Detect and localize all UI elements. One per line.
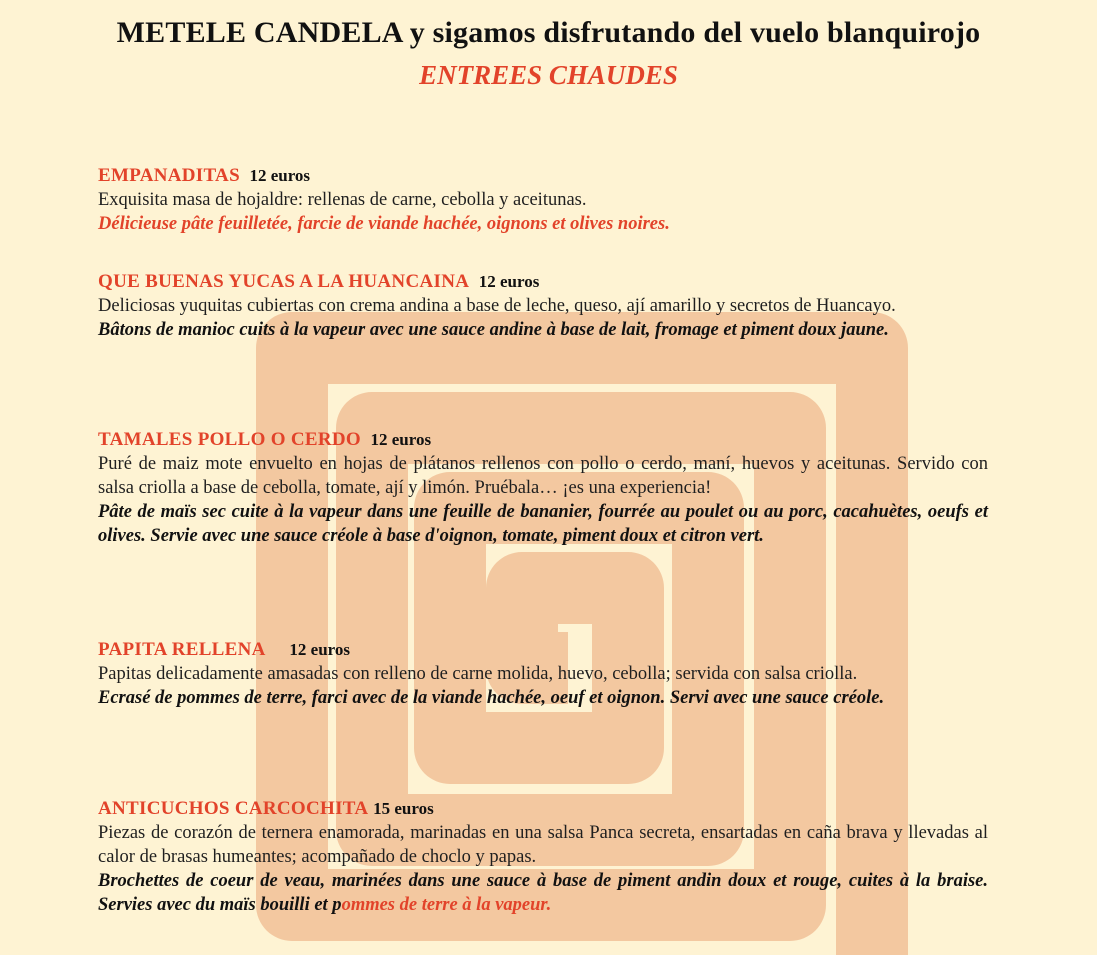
dish-tamales: [98, 428, 988, 548]
dish-name: PAPITA RELLENA: [98, 639, 266, 660]
dish-yucas-huancaina: [98, 270, 988, 342]
dish-header: [98, 428, 988, 452]
dish-header: [98, 797, 988, 821]
dish-header: [98, 270, 988, 294]
dish-description-fr-highlight: ommes de terre à la vapeur.: [341, 895, 552, 915]
dish-description-es: Puré de maiz mote envuelto en hojas de plátanos rellenos con pollo o cerdo, maní, huevos y aceitunas. Servido con salsa criolla a base de cebolla, tomate, ají y limón. Pruébala… ¡es una experiencia!: [98, 454, 988, 498]
dish-description-fr: Bâtons de manioc cuits à la vapeur avec une sauce andine à base de lait, fromage et piment doux jaune.: [98, 320, 889, 340]
dish-price: 12 euros: [289, 640, 351, 659]
dish-price: 12 euros: [478, 272, 540, 291]
dish-name: EMPANADITAS: [98, 165, 240, 186]
dish-description-fr: Délicieuse pâte feuilletée, farcie de viande hachée, oignons et olives noires.: [98, 214, 670, 234]
dish-description-fr: [98, 869, 988, 917]
page-subtitle: ENTREES CHAUDES: [419, 60, 678, 90]
dish-empanaditas: [98, 164, 988, 236]
dish-name: ANTICUCHOS CARCOCHITA: [98, 798, 369, 819]
dish-papita-rellena: [98, 638, 988, 710]
dish-header: [98, 638, 988, 662]
dish-description-es: Exquisita masa de hojaldre: rellenas de carne, cebolla y aceitunas.: [98, 190, 587, 210]
dish-name: TAMALES POLLO O CERDO: [98, 429, 362, 450]
dish-description-fr: Pâte de maïs sec cuite à la vapeur dans une feuille de bananier, fourrée au poulet ou au porc, cacahuètes, oeufs et olives. Servie avec une sauce créole à base d'oignon, tomate, piment doux et citron vert.: [98, 502, 988, 546]
dish-price: 12 euros: [249, 166, 311, 185]
dish-price: 12 euros: [370, 430, 432, 449]
dish-description-es: Deliciosas yuquitas cubiertas con crema andina a base de leche, queso, ají amarillo y secretos de Huancayo.: [98, 296, 896, 316]
dish-header: [98, 164, 988, 188]
dish-name: QUE BUENAS YUCAS A LA HUANCAINA: [98, 271, 470, 292]
dish-description-es: Piezas de corazón de ternera enamorada, marinadas en una salsa Panca secreta, ensartadas en caña brava y llevadas al calor de brasas humeantes; acompañado de choclo y papas.: [98, 823, 988, 867]
dish-description-fr-main: Brochettes de coeur de veau, marinées dans une sauce à base de piment andin doux et rouge, cuites à la braise. Servies avec du maïs bouilli et p: [98, 871, 988, 915]
dish-description-fr: Ecrasé de pommes de terre, farci avec de la viande hachée, oeuf et oignon. Servi avec une sauce créole.: [98, 688, 885, 708]
dish-description-es: Papitas delicadamente amasadas con relleno de carne molida, huevo, cebolla; servida con salsa criolla.: [98, 664, 858, 684]
dish-anticuchos: [98, 797, 988, 917]
dish-price: 15 euros: [373, 799, 434, 818]
page-title: METELE CANDELA y sigamos disfrutando del vuelo blanquirojo: [116, 16, 981, 49]
